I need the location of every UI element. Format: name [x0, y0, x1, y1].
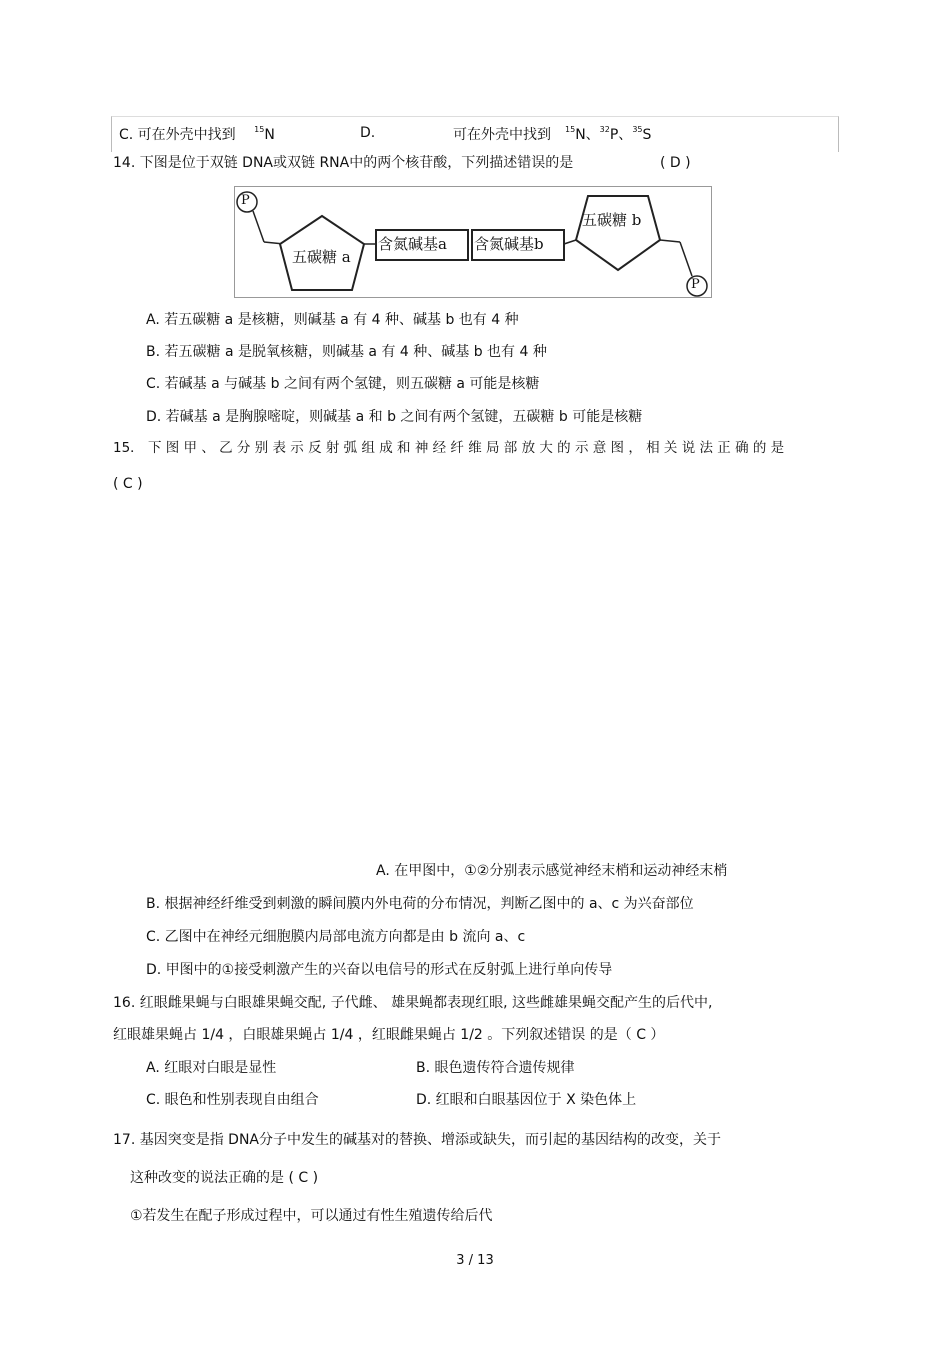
q14-answer: ( D ) — [660, 155, 691, 171]
q14-option-c: C. 若碱基 a 与碱基 b 之间有两个氢键，则五碳糖 a 可能是核糖 — [146, 376, 540, 392]
sugar-b-label: 五碳糖 b — [582, 211, 642, 229]
q16-option-b: B. 眼色遗传符合遗传规律 — [416, 1060, 575, 1076]
q16-line1: 16. 红眼雌果蝇与白眼雄果蝇交配, 子代雌、 雄果蝇都表现红眼, 这些雌雄果蝇交配产生的后代中, — [113, 995, 713, 1011]
phosphate-right-label: P — [691, 277, 700, 292]
q16-option-c: C. 眼色和性别表现自由组合 — [146, 1092, 319, 1108]
q16-option-a: A. 红眼对白眼是显性 — [146, 1060, 277, 1076]
q17-item1: ①若发生在配子形成过程中，可以通过有性生殖遗传给后代 — [130, 1208, 493, 1224]
q13-option-d: 可在外壳中找到 $^{15}$N、$^{32}$P、$^{35}$S — [453, 125, 652, 143]
q15-answer: ( C ) — [113, 476, 143, 492]
page-number: 3 / 13 — [456, 1253, 494, 1268]
sugar-a-label: 五碳糖 a — [292, 248, 351, 266]
q14-option-b: B. 若五碳糖 a 是脱氧核糖，则碱基 a 有 4 种、碱基 b 也有 4 种 — [146, 344, 547, 360]
q15-stem: 15． 下 图 甲 、 乙 分 别 表 示 反 射 弧 组 成 和 神 经 纤 维 局 部 放 大 的 示 意 图 ， 相 关 说 法 正 确 的 是 — [113, 440, 785, 456]
nucleotide-diagram — [234, 186, 712, 298]
figure-placeholder — [113, 500, 837, 850]
q14-option-a: A. 若五碳糖 a 是核糖，则碱基 a 有 4 种、碱基 b 也有 4 种 — [146, 312, 519, 328]
q15-option-a: A. 在甲图中，①②分别表示感觉神经末梢和运动神经末梢 — [376, 863, 728, 879]
q15-option-c: C. 乙图中在神经元细胞膜内局部电流方向都是由 b 流向 a、c — [146, 929, 526, 945]
q16-option-d: D. 红眼和白眼基因位于 X 染色体上 — [416, 1092, 637, 1108]
base-a-label: 含氮碱基a — [378, 235, 447, 253]
q14-option-d: D. 若碱基 a 是胸腺嘧啶，则碱基 a 和 b 之间有两个氢键，五碳糖 b 可能是核糖 — [146, 409, 643, 425]
q17-line1: 17. 基因突变是指 DNA分子中发生的碱基对的替换、增添或缺失，而引起的基因结构的改变，关于 — [113, 1132, 721, 1148]
q13-option-c: C. 可在外壳中找到 $^{15}$N — [119, 125, 275, 143]
q15-option-d: D. 甲图中的①接受刺激产生的兴奋以电信号的形式在反射弧上进行单向传导 — [146, 962, 613, 978]
q17-line2: 这种改变的说法正确的是 ( C ) — [130, 1170, 319, 1186]
q15-option-b: B. 根据神经纤维受到刺激的瞬间膜内外电荷的分布情况，判断乙图中的 a、c 为兴奋部位 — [146, 896, 694, 912]
q16-line2: 红眼雄果蝇占 1/4 ，白眼雄果蝇占 1/4 ，红眼雌果蝇占 1/2 。下列叙述错误 的是（ C ） — [113, 1027, 665, 1043]
base-b-label: 含氮碱基b — [474, 235, 544, 253]
phosphate-left-label: P — [241, 193, 250, 208]
q14-stem: 14. 下图是位于双链 DNA或双链 RNA中的两个核苷酸，下列描述错误的是 — [113, 155, 574, 171]
q13-option-d-label: D. — [360, 125, 376, 141]
